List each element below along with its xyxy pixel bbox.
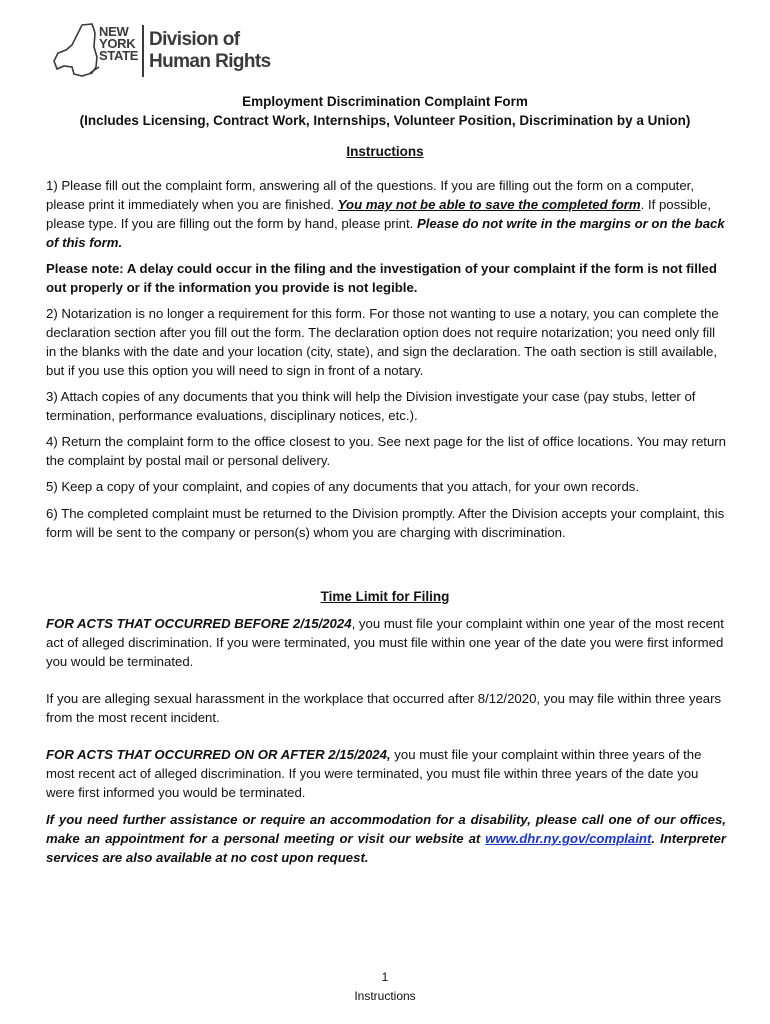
after-date-text: you must file your complaint within three years of the most recent act of alleged discrimination. If you were terminated, you must file within three years of the date you were first informed you would be terminated.	[46, 747, 702, 800]
instruction-1	[46, 176, 726, 252]
form-subtitle: (Includes Licensing, Contract Work, Internships, Volunteer Position, Discrimination by a Union)	[79, 113, 691, 128]
instruction-6: 6) The completed complaint must be returned to the Division promptly. After the Division accepts your complaint, this form will be sent to the company or person(s) whom you are charging with discrimination.	[46, 506, 725, 540]
state-line-york: YORK	[99, 36, 136, 51]
interpreter-text: . Interpreter services are also available at no cost upon request.	[46, 831, 726, 865]
state-line-state: STATE	[99, 48, 139, 63]
time-limit-harassment: If you are alleging sexual harassment in the workplace that occurred after 8/12/2020, you may file within three years from the most recent incident.	[46, 691, 722, 725]
logo-divider	[142, 25, 144, 77]
instruction-3: 3) Attach copies of any documents that you think will help the Division investigate your case (pay stubs, letter of termination, performance evaluations, disciplinary notices, etc.).	[46, 389, 696, 423]
before-date-label: FOR ACTS THAT OCCURRED BEFORE 2/15/2024	[46, 616, 352, 631]
assistance-text: If you need further assistance or require an accommodation for a disability, please call one of our offices, make an appointment for a personal meeting or visit our website at	[46, 812, 726, 846]
time-limit-after	[46, 745, 726, 802]
state-wordmark	[99, 26, 138, 62]
org-name-line-1: Division of	[149, 29, 240, 50]
instruction-1-text: 1) Please fill out the complaint form, answering all of the questions. If you are filling out the form on a computer, please print it immediately when you are finished.	[46, 178, 694, 212]
after-date-label: FOR ACTS THAT OCCURRED ON OR AFTER 2/15/2024,	[46, 747, 391, 762]
footer-label: Instructions	[354, 989, 416, 1003]
assistance-note	[46, 810, 726, 867]
new-york-state-map-icon	[52, 23, 100, 79]
margin-warning: Please do not write in the margins or on the back of this form.	[46, 216, 725, 250]
page-number: 1	[381, 970, 389, 984]
nys-dhr-logo	[52, 23, 282, 79]
org-name	[149, 29, 271, 73]
before-date-text: , you must file your complaint within one year of the most recent act of alleged discrimination. If you were terminated, you must file within one year of the date you were first informed you would be terminated.	[46, 616, 724, 669]
save-warning: You may not be able to save the completed form	[337, 197, 641, 212]
instruction-2: 2) Notarization is no longer a requirement for this form. For those not wanting to use a notary, you can complete the declaration section after you fill out the form. The declaration option does not require notarization; you need only fill in the blanks with the date and your location (city, state), and sign the declaration. The oath section is still available, but if you use this option you will need to sign in front of a notary.	[46, 306, 719, 378]
instruction-1-text-2: . If possible, please type. If you are filling out the form by hand, please print.	[46, 197, 712, 231]
instruction-4: 4) Return the complaint form to the office closest to you. See next page for the list of office locations. You may return the complaint by postal mail or personal delivery.	[46, 434, 726, 468]
form-title: Employment Discrimination Complaint Form	[242, 94, 528, 109]
time-limit-heading: Time Limit for Filing	[320, 589, 450, 604]
complaint-website-link[interactable]: www.dhr.ny.gov/complaint	[485, 831, 652, 846]
delay-note: Please note: A delay could occur in the filing and the investigation of your complaint if the form is not filled out properly or if the information you provide is not legible.	[46, 261, 717, 295]
instruction-5: 5) Keep a copy of your complaint, and copies of any documents that you attach, for your own records.	[46, 479, 640, 494]
time-limit-before	[46, 614, 726, 671]
org-name-line-2: Human Rights	[149, 51, 271, 72]
instructions-heading: Instructions	[346, 144, 424, 159]
state-line-new: NEW	[99, 24, 129, 39]
